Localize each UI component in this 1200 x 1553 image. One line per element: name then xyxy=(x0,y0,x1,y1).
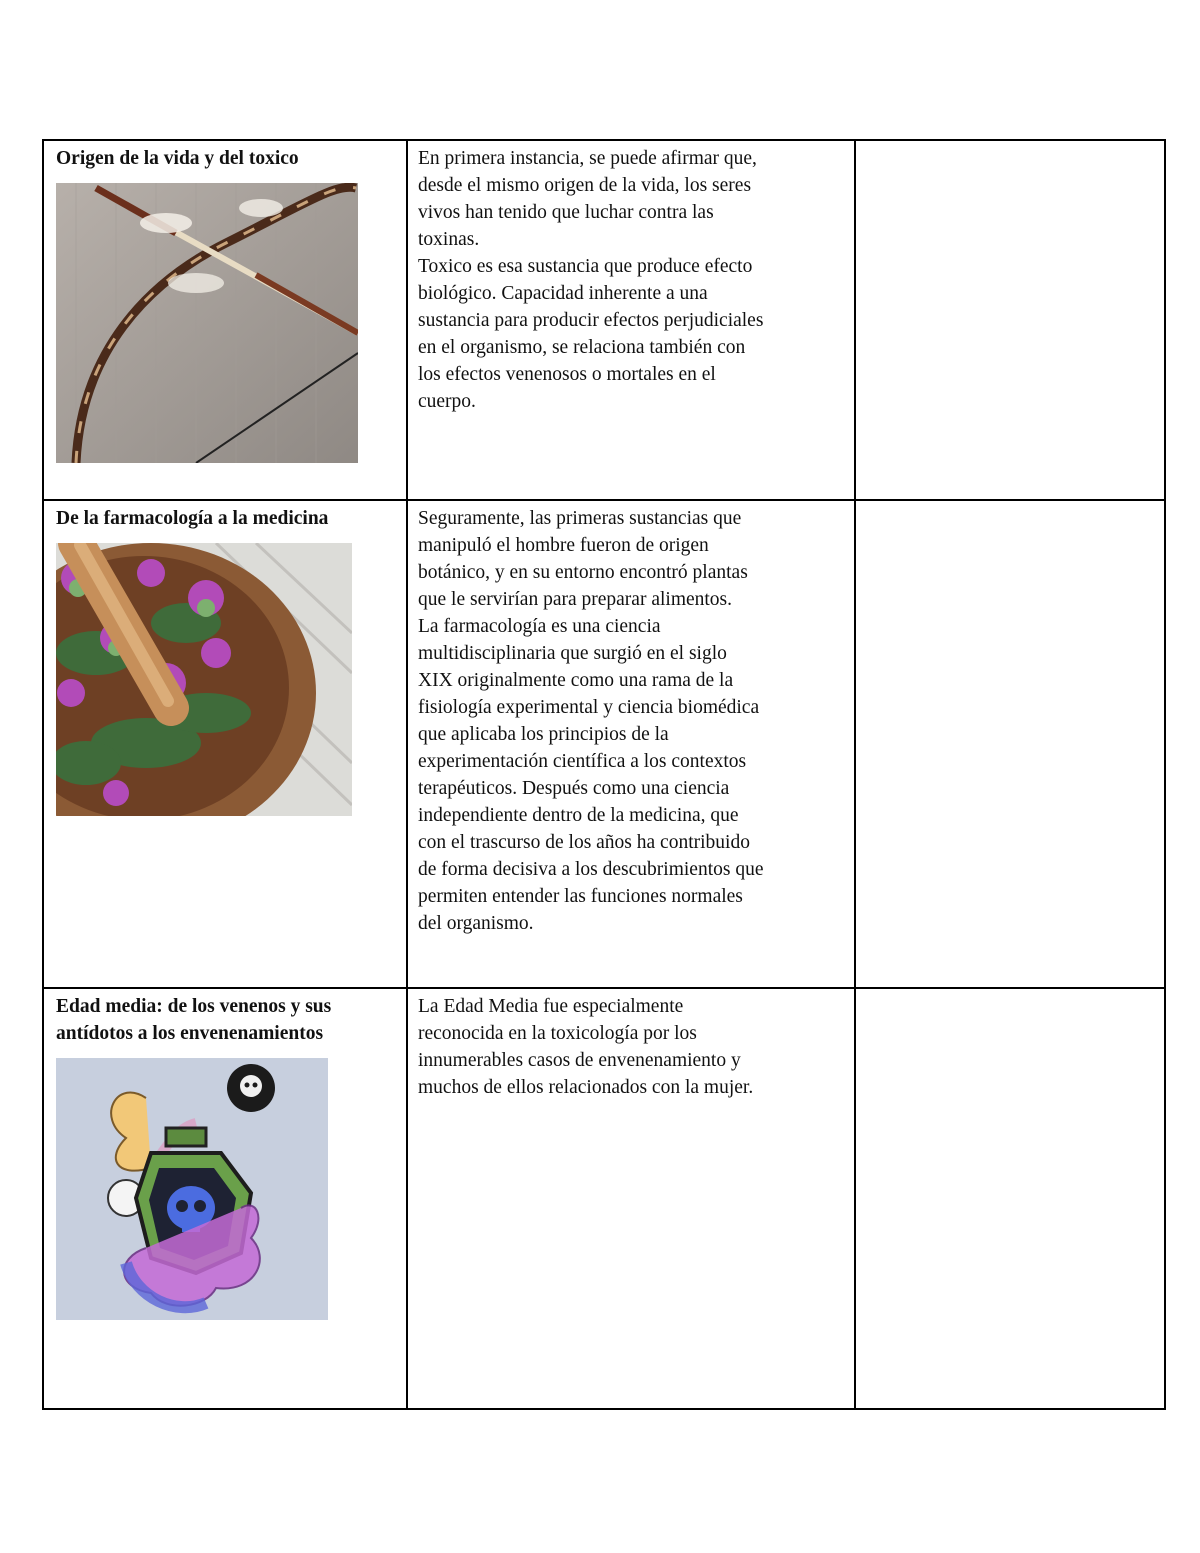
notes-text xyxy=(856,501,1164,505)
description-cell xyxy=(407,140,855,500)
topic-title: Origen de la vida y del toxico xyxy=(56,148,299,169)
notes-text xyxy=(856,141,1164,145)
notes-cell xyxy=(855,500,1165,988)
topic-cell xyxy=(43,500,407,988)
poison-bottle-skull-image xyxy=(56,1058,328,1320)
thistle-mortar-pestle-image xyxy=(56,543,352,816)
content-table xyxy=(42,139,1166,1410)
notes-cell xyxy=(855,140,1165,500)
notes-cell xyxy=(855,988,1165,1409)
topic-title: Edad media: de los venenos y sus antídotos a los envenenamientos xyxy=(56,996,332,1044)
bow-and-arrow-image xyxy=(56,183,358,463)
table-row xyxy=(43,988,1165,1409)
description-text: Seguramente, las primeras sustancias que manipuló el hombre fueron de origen botánico, y en su entorno encontró plantas que le servirían para preparar alimentos. La farmacología es una ciencia multidisciplinaria que surgió en el siglo XIX originalmente como una rama de la fisiología experimental y ciencia biomédica que aplicaba los principios de la experimentación científica a los contextos terapéuticos. Después como una ciencia independiente dentro de la medicina, que con el trascurso de los años ha contribuido de forma decisiva a los descubrimientos que permiten entender las funciones normales del organismo. xyxy=(418,508,764,934)
table-row xyxy=(43,140,1165,500)
description-cell xyxy=(407,500,855,988)
table-row xyxy=(43,500,1165,988)
topic-cell xyxy=(43,140,407,500)
description-text: La Edad Media fue especialmente reconocida en la toxicología por los innumerables casos de envenenamiento y muchos de ellos relacionados con la mujer. xyxy=(418,996,754,1098)
description-cell xyxy=(407,988,855,1409)
topic-title: De la farmacología a la medicina xyxy=(56,508,329,529)
description-text: En primera instancia, se puede afirmar que, desde el mismo origen de la vida, los seres vivos han tenido que luchar contra las toxinas. Toxico es esa sustancia que produce efecto biológico. Capacidad inherente a una sustancia para producir efectos perjudiciales en el organismo, se relaciona también con los efectos venenosos o mortales en el cuerpo. xyxy=(418,148,764,412)
topic-cell xyxy=(43,988,407,1409)
notes-text xyxy=(856,989,1164,993)
